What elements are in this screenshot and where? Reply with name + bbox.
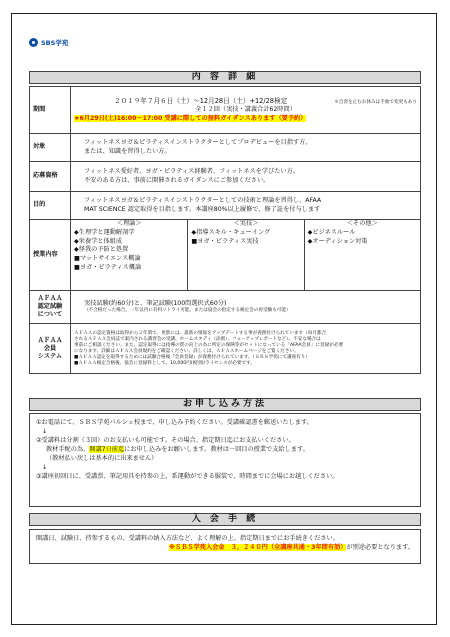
purpose-row <box>30 192 421 220</box>
target-line-2: または、知識を習得したい方。 <box>84 147 171 155</box>
curriculum-content <box>71 220 421 291</box>
exam-line-2: （不合格だった場合、一年以内に有料リトライ可能。または協会の指定する検定会の再受験も可能） <box>84 308 291 314</box>
target-line-1: フィットネスヨガ＆ピラティスインストラクターとしてプロデビューを目指す方。 <box>84 138 312 146</box>
exam-label-line: について <box>37 311 63 318</box>
theory-title: ＜理論＞ <box>116 220 142 227</box>
requirements-label: 応募資格 <box>30 162 71 192</box>
practice-title: ＜実技＞ <box>233 220 259 227</box>
other-column <box>304 220 420 290</box>
purpose-label: 目的 <box>30 192 71 220</box>
purpose-line-2: MAT SCIENCE 認定取得を目指します。本講座80%以上履修で、修了証を付与します <box>84 205 321 213</box>
practice-column <box>187 220 303 290</box>
entrance-fee-highlight: ※ＳＢＳ学苑入会金 ３，２４０円（全講座共通・3年間有効） <box>169 544 347 551</box>
apply-note-text: にお申し込みをお願いします。教材は一回目の授業で支給します。 <box>124 446 309 453</box>
theory-item: ◆怪我の予防と処置 <box>74 246 129 254</box>
down-arrow-icon: ↓ <box>42 428 48 435</box>
apply-step-2-note <box>36 445 414 454</box>
fee-header: 入 会 手 続 <box>29 513 421 526</box>
apply-header: お申し込み方法 <box>29 398 421 411</box>
requirements-row <box>30 162 421 192</box>
system-line: になります。詳細はＡＦＡＡ会員規約をご確認ください。詳しくは、ＡＦＡＡホームページをご覧ください。 <box>74 348 299 354</box>
curriculum-row <box>30 220 421 291</box>
deadline-highlight: 開講7日前迄 <box>89 446 125 453</box>
theory-item: ■ヨガ・ピラティス概論 <box>74 263 142 271</box>
exam-content <box>71 291 421 324</box>
details-table <box>29 86 421 374</box>
apply-box <box>29 413 421 507</box>
period-row <box>30 87 421 134</box>
other-item: ◆ビジネスルール <box>307 228 356 236</box>
system-content <box>71 324 421 374</box>
fee-line-2-suffix: が別途必要となります。 <box>346 544 414 551</box>
exam-label <box>30 291 71 324</box>
system-line: 事前にご相談ください。また、認定取得には指導の質の向上の為に所定の保険等がセットになっている「AFAA会員」に登録が必要 <box>74 342 344 348</box>
guidance-highlight: ★6月29日(土)16:00～17:00 受講に際しての無料ガイダンスあります（要予約） <box>74 114 307 122</box>
period-dates: ２０１９年７月６日（土）～12月28日（土）+12/28検定 <box>114 96 288 105</box>
apply-step-2-refund: （教材払い戻しは基本的に出来ません） <box>46 455 158 462</box>
purpose-line-1: フィットネスヨガ＆ピラティスインストラクターとしての技術と理論を習得し、AFAA <box>84 196 322 204</box>
down-arrow-icon: ↓ <box>42 464 48 471</box>
other-item: ◆オーディション対策 <box>307 237 368 245</box>
fee-line-2 <box>36 543 414 552</box>
period-sessions: 全１２回（実技・講義合計62時間） <box>195 105 296 113</box>
other-title: ＜その他＞ <box>346 220 378 227</box>
exam-line-1: 実技試験(約60分)と、筆記試験(100問選択式60分) <box>84 299 227 307</box>
system-label-line: ＡＦＡＡ <box>37 336 63 344</box>
practice-item: ■ヨガ・ピラティス実技 <box>191 237 259 245</box>
system-label <box>30 324 71 374</box>
apply-step-1: ①お電話にて、ＳＢＳ学苑パルシェ校まで、申し込み予約ください。受講確認書を郵送いたします。 <box>36 419 313 426</box>
target-row <box>30 134 421 162</box>
practice-item: ◆指導スキル・キューイング <box>191 228 271 236</box>
apply-step-2: ②受講料は分割（３回）のお支払いも可能です。その場合、指定期日迄にお支払いください。 <box>36 437 295 444</box>
theory-item: ■マットサイエンス概論 <box>74 255 141 263</box>
period-content <box>71 87 421 134</box>
exam-row <box>30 291 421 324</box>
requirements-line-2: 不安のある方は、事前に開催されるガイダンスにご参加ください。 <box>84 176 270 184</box>
target-content <box>71 134 421 162</box>
purpose-content <box>71 192 421 220</box>
sbs-logo <box>29 38 68 47</box>
period-note: ＊自習を止むお休みは手曲で変更もあり <box>334 99 417 105</box>
fee-box <box>29 529 421 564</box>
logo-mark-icon <box>29 38 38 47</box>
apply-step-3: ③講座初回日に、受講票、筆記用具を持参の上、系運動ができる服装で、時間までに会場にお越しください。 <box>36 473 339 480</box>
system-line: ＡＦＡＡの認定資格は取得から２年間で、更新には、最新の情報をアップデートする事が義務付けられています（毎月都合 <box>74 330 327 336</box>
exam-label-line: ＡＦＡＡ <box>37 295 63 302</box>
target-label: 対象 <box>30 134 71 162</box>
system-line: ■ＡＦＡＡ認定を取得するためには試験合格後『会員登録』が義務付けられています。（ＳＢＳ学苑にて講座有り） <box>74 354 310 360</box>
theory-item: ◆栄養学と体組成 <box>74 237 123 245</box>
requirements-content <box>71 162 421 192</box>
system-row <box>30 324 421 374</box>
curriculum-label: 授業内容 <box>30 220 71 291</box>
system-label-line: システム <box>37 352 63 360</box>
system-label-line: 会員 <box>43 344 57 352</box>
exam-label-line: 認定試験 <box>37 303 63 310</box>
apply-note-text: 教材手配の為、 <box>46 446 90 453</box>
requirements-line-1: フィットネス愛好者、ヨガ・ピラティス経験者、フィットネスを学びたい方。 <box>84 167 299 175</box>
system-line: されるＡＦＡＡ会員誌で案内される講習会の受講、ホームスタディ（添削）、フォーアップレポートなど）。不安な場合は <box>74 336 321 342</box>
theory-item: ◆生理学と運動解剖学 <box>74 228 135 236</box>
system-line: ■ＡＦＡＡ検定合格後、協会に登録料として、10,000円(税別)/ライセンスが必要です。 <box>74 360 255 366</box>
content-header: 内 容 詳 細 <box>29 71 421 84</box>
logo-text: SBS学苑 <box>41 39 69 47</box>
theory-column <box>71 220 187 290</box>
fee-line-1: 開講日、試験日、持参するもの、受講料の納入方法など、よく理解の上、指定期日までにお手続きください。 <box>36 535 339 542</box>
period-label: 期間 <box>30 87 71 134</box>
